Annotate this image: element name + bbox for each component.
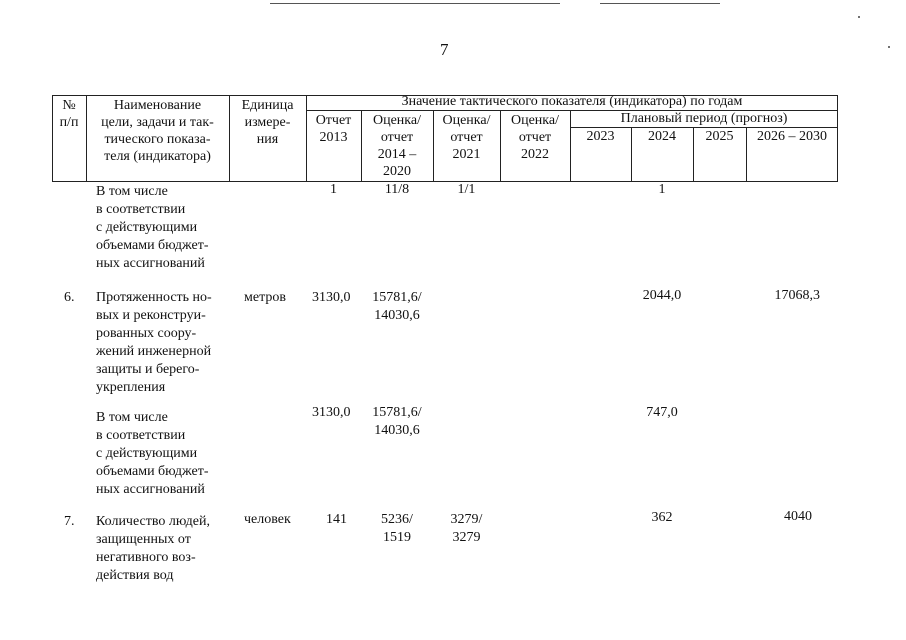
value-2013: 3130,0 xyxy=(312,405,351,420)
row-name-line: ных ассигнований xyxy=(96,256,205,271)
row-name-line: с действующими xyxy=(96,446,198,461)
scan-speck xyxy=(888,46,890,48)
scan-speck xyxy=(858,16,860,18)
row-name-line: в соответствии xyxy=(96,428,186,443)
header-year-2024: 2024 xyxy=(648,129,676,144)
value-2024: 747,0 xyxy=(646,405,678,420)
row-name-line: действия вод xyxy=(96,568,174,583)
value-2024: 2044,0 xyxy=(642,288,682,303)
header-est2014-line3: 2014 – xyxy=(377,147,417,162)
header-num-line2: п/п xyxy=(59,115,79,130)
header-name-line2: цели, задачи и так- xyxy=(101,115,214,130)
row-name-line: с действующими xyxy=(96,220,198,235)
row-name-line: объемами бюджет- xyxy=(96,464,209,479)
header-num-line1: № xyxy=(62,98,76,113)
row-name-line: В том числе xyxy=(96,410,168,425)
header-unit-line3: ния xyxy=(256,132,279,147)
header-group-title: Значение тактического показателя (индикатора) по годам xyxy=(401,94,743,109)
header-est2021-line1: Оценка/ xyxy=(442,113,491,128)
row-name-line: вых и реконструи- xyxy=(96,308,206,323)
row-name-line: укрепления xyxy=(96,380,166,395)
row-name-line: защиты и берего- xyxy=(96,362,200,377)
row-number: 6. xyxy=(64,290,75,305)
value-2014-2020-line2: 14030,6 xyxy=(374,308,420,323)
value-2024: 362 xyxy=(651,510,673,525)
value-2021-line1: 3279/ xyxy=(450,512,483,527)
value-2024: 1 xyxy=(658,182,666,197)
value-2013: 141 xyxy=(326,512,347,527)
row-unit: метров xyxy=(244,290,286,305)
row-name-line: объемами бюджет- xyxy=(96,238,209,253)
header-est2022-line1: Оценка/ xyxy=(510,113,559,128)
value-2021-line2: 3279 xyxy=(452,530,481,545)
value-2013: 1 xyxy=(330,182,337,197)
header-est2014-line2: отчет xyxy=(380,130,414,145)
row-name-line: В том числе xyxy=(96,184,168,199)
header-est2022-line2: отчет xyxy=(518,130,552,145)
header-year-2025: 2025 xyxy=(705,129,734,144)
header-est2022-line3: 2022 xyxy=(521,147,549,162)
row-name-line: в соответствии xyxy=(96,202,186,217)
row-name-line: защищенных от xyxy=(96,532,191,547)
value-2014-2020: 11/8 xyxy=(384,182,410,197)
row-name-line: ных ассигнований xyxy=(96,482,205,497)
value-2014-2020-line1: 15781,6/ xyxy=(372,290,422,305)
header-report2013-line2: 2013 xyxy=(319,130,348,145)
header-year-2023: 2023 xyxy=(586,129,615,144)
row-name-line: негативного воз- xyxy=(96,550,196,565)
row-name-line: Количество людей, xyxy=(96,514,210,529)
value-2014-2020-line1: 5236/ xyxy=(381,512,413,527)
header-est2014-line1: Оценка/ xyxy=(372,113,421,128)
header-name-line3: тического показа- xyxy=(104,132,211,147)
header-report2013-line1: Отчет xyxy=(315,113,352,128)
scan-artifact-line xyxy=(270,3,560,4)
value-2021: 1/1 xyxy=(457,182,476,197)
value-2014-2020-line2: 14030,6 xyxy=(374,423,420,438)
scan-artifact-line xyxy=(600,3,720,4)
value-2026-2030: 4040 xyxy=(784,509,812,524)
value-2014-2020-line1: 15781,6/ xyxy=(372,405,422,420)
value-2014-2020-line2: 1519 xyxy=(383,530,411,545)
row-name-line: жений инженерной xyxy=(96,344,212,359)
header-est2021-line2: отчет xyxy=(450,130,483,145)
row-unit: человек xyxy=(244,512,291,527)
header-est2021-line3: 2021 xyxy=(452,147,481,162)
header-est2014-line4: 2020 xyxy=(383,164,411,179)
value-2026-2030: 17068,3 xyxy=(774,288,820,303)
header-name-line4: теля (индикатора) xyxy=(104,149,211,164)
header-year-2026-2030: 2026 – 2030 xyxy=(757,129,827,144)
header-unit-line2: измере- xyxy=(244,115,291,130)
value-2013: 3130,0 xyxy=(312,290,351,305)
header-name-line1: Наименование xyxy=(113,98,202,113)
row-number: 7. xyxy=(64,514,75,529)
header-unit-line1: Единица xyxy=(241,98,294,113)
row-name-line: Протяженность но- xyxy=(96,290,212,305)
page-number: 7 xyxy=(440,40,449,59)
row-name-line: рованных соору- xyxy=(96,326,197,341)
header-plan-title: Плановый период (прогноз) xyxy=(620,111,788,126)
